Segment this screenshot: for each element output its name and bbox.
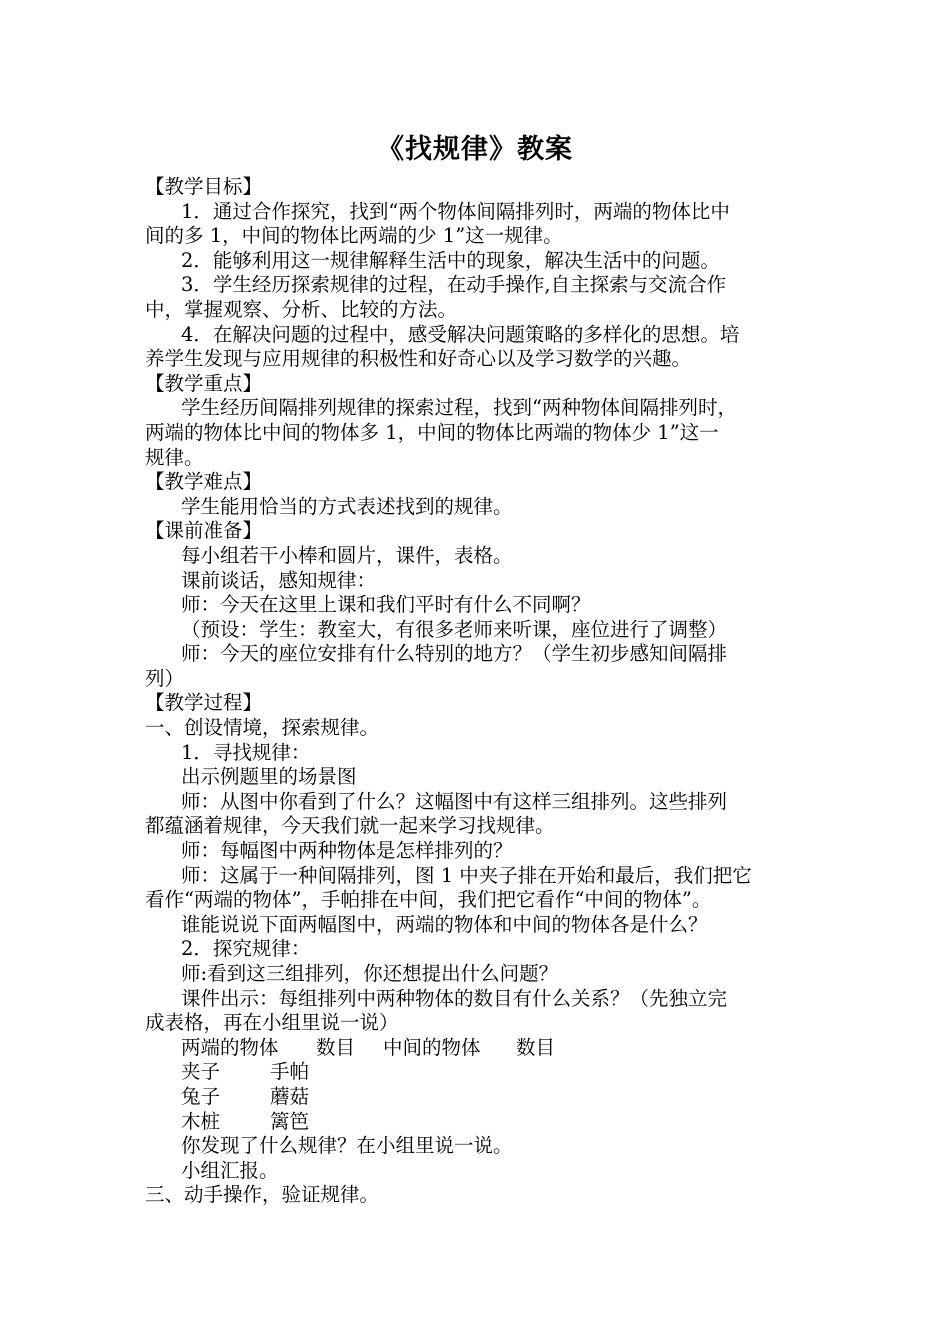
table-cell: 夹子	[181, 1060, 221, 1084]
table-header-cell: 数目	[516, 1035, 556, 1059]
table-header-cell: 两端的物体	[181, 1035, 279, 1059]
text-line: 师:看到这三组排列，你还想提出什么问题？	[181, 962, 559, 985]
text-line: 师：今天在这里上课和我们平时有什么不同啊？	[181, 593, 591, 617]
closing-lines	[145, 1134, 815, 1208]
table-row	[145, 1085, 815, 1110]
text-line: 课前谈话，感知规律：	[181, 568, 377, 592]
text-line: 2．探究规律：	[181, 937, 311, 961]
text-line: 两端的物体比中间的物体多 1，中间的物体比两端的物体少 1”这一	[145, 420, 719, 444]
text-line: 师：今天的座位安排有什么特别的地方？（学生初步感知间隔排	[181, 642, 728, 666]
text-line: 课件出示：每组排列中两种物体的数目有什么关系？（先独立完	[181, 986, 728, 1010]
text-line: 成表格，再在小组里说一说）	[145, 1011, 399, 1035]
doc-body	[145, 175, 815, 1208]
text-line: 1．通过合作探究，找到“两个物体间隔排列时，两端的物体比中	[181, 199, 730, 223]
text-line: 出示例题里的场景图	[181, 765, 357, 789]
text-line: 三、动手操作，验证规律。	[145, 1183, 380, 1207]
section-heading: 【教学难点】	[145, 470, 263, 494]
section-heading: 【课前准备】	[145, 519, 263, 543]
text-line: 间的多 1，中间的物体比两端的少 1”这一规律。	[145, 224, 563, 248]
table-cell: 篱笆	[270, 1109, 310, 1133]
section-heading: 【教学目标】	[145, 175, 263, 198]
table-row	[145, 1110, 815, 1135]
text-line: 中，掌握观察、分析、比较的方法。	[145, 297, 458, 321]
text-line: 3．学生经历探索规律的过程，在动手操作,自主探索与交流合作	[181, 273, 727, 297]
text-line: 学生能用恰当的方式表述找到的规律。	[181, 494, 513, 518]
text-line: 师：从图中你看到了什么？这幅图中有这样三组排列。这些排列	[181, 789, 728, 813]
text-line: 规律。	[145, 445, 204, 469]
paragraph-lines	[145, 175, 815, 1036]
text-line: 师：每幅图中两种物体是怎样排列的？	[181, 839, 513, 863]
table-cell: 蘑菇	[270, 1084, 310, 1108]
text-line: 学生经历间隔排列规律的探索过程，找到“两种物体间隔排列时，	[181, 396, 737, 420]
table-row	[145, 1060, 815, 1085]
text-line: 养学生发现与应用规律的积极性和好奇心以及学习数学的兴趣。	[145, 347, 692, 371]
table-cell: 木桩	[181, 1109, 221, 1133]
text-line: 每小组若干小棒和圆片，课件，表格。	[181, 543, 513, 567]
comparison-table	[145, 1036, 815, 1134]
section-heading: 【教学重点】	[145, 371, 263, 395]
text-line: 师：这属于一种间隔排列，图 1 中夹子排在开始和最后，我们把它	[181, 863, 752, 887]
text-line: 4．在解决问题的过程中，感受解决问题策略的多样化的思想。培	[181, 322, 740, 346]
text-line: 都蕴涵着规律，今天我们就一起来学习找规律。	[145, 814, 555, 838]
text-line: 看作“两端的物体”，手帕排在中间，我们把它看作“中间的物体”。	[145, 888, 712, 912]
table-header-cell: 数目	[316, 1035, 356, 1059]
table-cell: 兔子	[181, 1084, 221, 1108]
table-cell: 手帕	[270, 1060, 310, 1084]
text-line: 谁能说说下面两幅图中，两端的物体和中间的物体各是什么？	[181, 912, 708, 936]
text-line: 你发现了什么规律？在小组里说一说。	[181, 1134, 513, 1158]
doc-title: 《找规律》教案	[377, 134, 573, 165]
text-line: 小组汇报。	[181, 1158, 279, 1182]
text-line: 一、创设情境，探索规律。	[145, 716, 380, 740]
text-line: 2．能够利用这一规律解释生活中的现象，解决生活中的问题。	[181, 248, 720, 272]
text-line: 1．寻找规律：	[181, 740, 311, 764]
section-heading: 【教学过程】	[145, 691, 263, 715]
text-line: （预设：学生：教室大，有很多老师来听课，座位进行了调整）	[181, 617, 728, 641]
table-header-cell: 中间的物体	[383, 1035, 481, 1059]
text-line: 列）	[145, 666, 185, 690]
table-header	[145, 1036, 815, 1061]
